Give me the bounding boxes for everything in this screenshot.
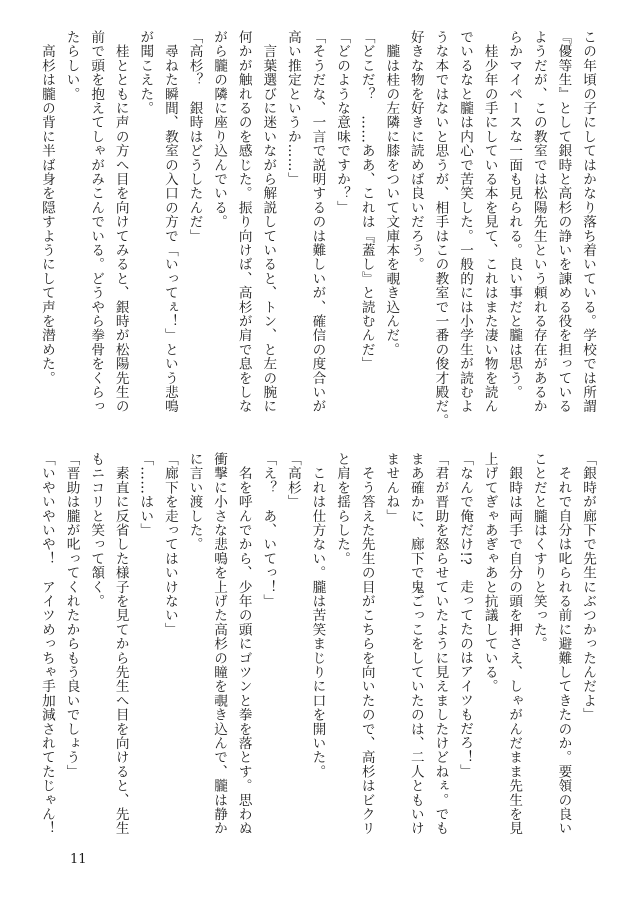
text-line: まあ確かに、廊下で鬼ごっこをしていたのは、二人ともいけ	[407, 452, 424, 836]
text-line: 銀時は両手で自分の頭を押さえ、しゃがんだまま先生を見	[506, 452, 523, 836]
text-line: 「どのような意味ですか？」	[334, 30, 351, 215]
text-line: 「高杉」	[284, 452, 301, 509]
text-line: らかマイペースな一面も見られる。良い事だと朧は思う。	[506, 30, 523, 400]
text-line: 高杉は朧の背に半ば身を隠すようにして声を潜めた。	[38, 30, 55, 385]
text-line: 「え？ あ、いてっ！」	[260, 452, 277, 609]
text-line: それで自分は叱られる前に避難してきたのか。要領の良い	[555, 452, 572, 836]
text-line: がら朧の隣に座り込んでいる。	[211, 30, 228, 229]
text-line: 「君が晋助を怒らせていたように見えましたけどねぇ。でも	[432, 452, 449, 836]
text-line: うな本ではないと思うが、相手はこの教室で一番の俊才殿だ。	[432, 30, 449, 428]
text-line: これは仕方ない。朧は苦笑まじりに口を開いた。	[309, 452, 326, 779]
text-line: 朧は桂の左隣に膝をついて文庫本を覗き込んだ。	[383, 30, 400, 357]
text-line: 桂とともに声の方へ目を向けてみると、銀時が松陽先生の	[112, 30, 129, 414]
text-line: たらしい。	[63, 30, 80, 101]
text-line: に言い渡した。	[186, 452, 203, 552]
text-line: 何かが触れるのを感じた。振り向けば、高杉が肩で息をしな	[235, 30, 252, 414]
text-line: もニコリと笑って頷く。	[88, 452, 105, 609]
text-line: ませんね」	[383, 452, 400, 523]
text-line: 言葉選びに迷いながら解説していると、トン、と左の腕に	[260, 30, 277, 414]
text-line: 「……はい」	[137, 452, 154, 538]
text-line: 衝撃に小さな悲鳴を上げた高杉の瞳を覗き込んで、朧は静か	[211, 452, 228, 836]
text-line: が聞こえた。	[137, 30, 154, 116]
text-line: 桂少年の手にしている本を見て、これはまた凄い物を読ん	[481, 30, 498, 414]
page-number: 11	[70, 852, 87, 867]
text-line: 尋ねた瞬間、教室の入口の方で「いってぇ！」という悲鳴	[161, 30, 178, 414]
text-line: 高い推定というか……」	[284, 30, 301, 187]
text-line: 前で頭を抱えてしゃがみこんでいる。どうやら拳骨をくらっ	[88, 30, 105, 414]
text-line: 「いやいやいや！ アイツめっちゃ手加減されてたじゃん！	[38, 452, 55, 836]
text-line: 「そうだな、一言で説明するのは難しいが、確信の度合いが	[309, 30, 326, 414]
text-line: 「銀時が廊下で先生にぶつかったんだよ」	[580, 452, 596, 722]
text-line: と肩を揺らした。	[334, 452, 351, 566]
text-line: 名を呼んでから、少年の頭にゴツンと拳を落とす。思わぬ	[235, 452, 252, 836]
text-line: ことだと朧はくすりと笑った。	[530, 452, 547, 651]
text-line: 「どこだ？ ……ああ、これは『蓋し』と読むんだ」	[358, 30, 375, 371]
text-line: でいるなと朧は内心で苦笑した。一般的には小学生が読むよ	[457, 30, 474, 414]
lower-text-block	[38, 452, 600, 836]
text-line: 上げてぎゃあぎゃあと抗議している。	[481, 452, 498, 694]
text-line: 「なんで俺だけ!? 走ってたのはアイツもだろ！」	[457, 452, 474, 779]
text-line: 「晋助は朧が叱ってくれたからもう良いでしょう」	[63, 452, 80, 779]
upper-text-block	[38, 30, 600, 428]
text-line: 『優等生』として銀時と高杉の諍いを諌める役を担っている	[555, 30, 572, 414]
text-line: 「廊下を走ってはいけない」	[161, 452, 178, 637]
text-line: 「高杉？ 銀時はどうしたんだ」	[186, 30, 203, 243]
text-line: ようだが、この教室では松陽先生という頼れる存在があるか	[530, 30, 547, 414]
text-line: 素直に反省した様子を見てから先生へ目を向けると、先生	[112, 452, 129, 836]
text-line: この年頃の子にしてはかなり落ち着いている。学校では所謂	[580, 30, 596, 414]
text-line: そう答えた先生の目がこちらを向いたので、高杉はビクリ	[358, 452, 375, 836]
text-line: 好きな物を好きに読めば良いだろう。	[407, 30, 424, 272]
